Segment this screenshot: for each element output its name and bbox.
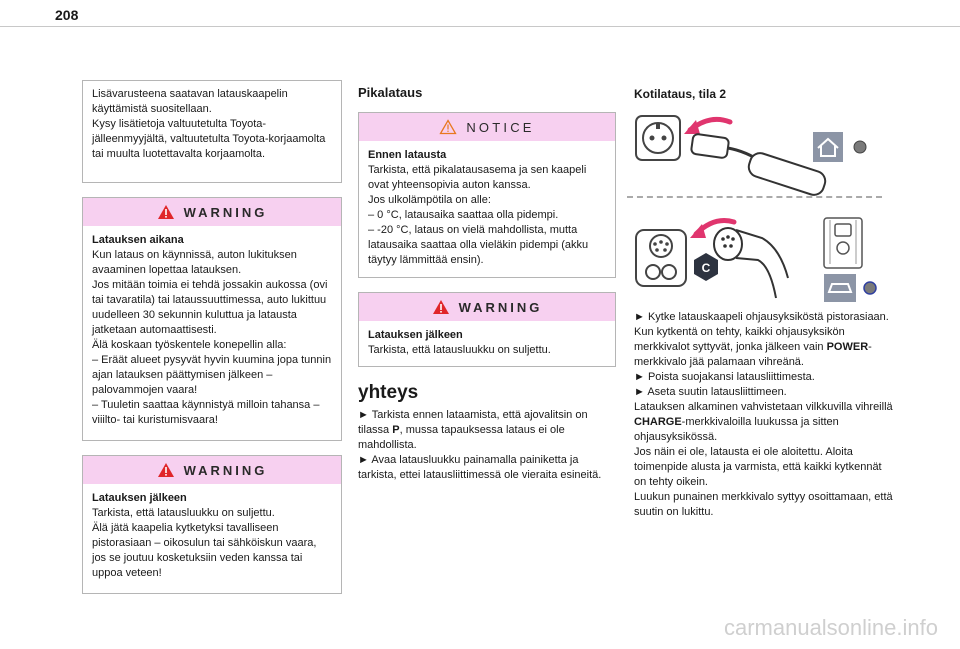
warning-header [83,198,341,226]
warning-lead: Latauksen aikana [92,234,184,246]
power-label: POWER [826,341,869,353]
warning-text: Tarkista, että latausluukku on suljettu. Älä jätä kaapelia kytketyksi tavalliseen pistorasiaan – oikosulun tai sähköiskun vaara, jos se joutuu kosketuksiin veden kanssa tai uppoa veteen! [92,507,317,579]
warning-header [359,293,615,321]
notice-box [358,112,616,278]
warning-box-fast [358,292,616,367]
wall-socket-icon [636,116,680,160]
notice-title: NOTICE [466,119,535,135]
figure-label-text: C [701,261,711,275]
home-charging-text-a: ► Kytke latauskaapeli ohjausyksiköstä pistorasiaan. Kun kytkentä on tehty, kaikki ohjausyksikön merkkivalot syttyvät, jonka jälkeen vain [634,311,889,353]
connection-text [358,408,610,483]
warning-text: Kun lataus on käynnissä, auton lukituksen avaaminen lopettaa latauksen. Jos mitään toimia ei tehdä jossakin aukossa (ovi tai tavaratila) tai lataussuuttimessa, auto lukittuu uudelleen 30 sekunnin kuluttua ja latausta jatketaan automaattisesti. Älä koskaan työskentele konepellin alla: – Eräät alueet pysyvät hyvin kuumina jopa tunnin ajan latauksen päättymisen jälkeen – palovammojen vaara! – Tuuletin saattaa käynnistyä milloin tahansa – viiilto- tai kuristumisvaara! [92,249,332,426]
notice-icon [439,119,457,135]
home-charging-text-c: -merkkivaloilla luukussa ja sitten ohjausyksikössä. Jos näin ei ole, latausta ei ole aloitettu. Aloita toimenpide alusta ja varmista, että kaikki kytkennät on tehty oikein. Luukun punainen merkkivalo syttyy osoittamaan, että suutin on lukittu. [634,416,893,518]
warning-box-during-charging [82,197,342,441]
warning-header [83,456,341,484]
home-charging-illustration [630,108,884,308]
warning-lead: Latauksen jälkeen [368,329,463,341]
notice-header [359,113,615,141]
charge-label: CHARGE [634,416,682,428]
header-rule [0,26,960,27]
figure-label-c [694,253,718,281]
home-charging-text-b: -merkkivalo jää palamaan vihreänä. ► Poista suojakansi latausliittimesta. ► Aseta suutin latausliittimeen. Latauksen alkaminen vahvistetaan vilkkuvilla vihreillä [634,341,893,413]
warning-title: WARNING [183,462,268,478]
intro-box [82,80,342,183]
warning-content [83,484,341,587]
notice-content [359,141,615,274]
intro-text: Lisävarusteena saatavan latauskaapelin käyttämistä suositellaan. Kysy lisätietoja valtuutetulta Toyota-jälleenmyyjältä, valtuutetulta Toyota-korjaamolta tai muulta luotettavalta korjaamolta. [92,88,326,160]
gear-p: P [392,424,400,436]
connection-heading: yhteys [358,382,419,403]
warning-title: WARNING [183,204,268,220]
control-unit-panel-icon [824,218,862,268]
warning-icon [432,299,450,315]
warning-icon [157,204,175,220]
home-icon [813,132,866,162]
notice-lead: Ennen latausta [368,149,447,161]
connection-text-b: , mussa tapauksessa lataus ei ole mahdollista. ► Avaa latausluukku painamalla painiketta ja tarkista, ettei latausliittimessä ole vieraita esineitä. [358,424,602,481]
home-charging-heading: Kotilataus, tila 2 [634,87,727,101]
warning-box-after-charging [82,455,342,594]
warning-icon [157,462,175,478]
warning-title: WARNING [458,299,543,315]
car-icon [824,274,876,302]
warning-text: Tarkista, että latausluukku on suljettu. [368,344,551,356]
warning-content [83,226,341,434]
watermark: carmanualsonline.info [723,615,938,640]
notice-text: Tarkista, että pikalatausasema ja sen kaapeli ovat yhteensopivia auton kanssa. Jos ulkolämpötila on alle: – 0 °C, latausaika saattaa olla pidempi. – -20 °C, lataus on vielä mahdollista, mutta latausaika saattaa olla vieläkin pidempi (akku täytyy lämmittää ensin). [368,164,589,266]
home-charging-text [634,310,894,520]
warning-content [359,321,615,364]
connection-text-a: ► Tarkista ennen lataamista, että ajovalitsin on tilassa [358,409,588,436]
fast-charging-heading: Pikalataus [358,85,423,100]
warning-lead: Latauksen jälkeen [92,492,187,504]
vehicle-port-icon [636,230,686,286]
figure-divider [627,196,882,198]
connector-nozzle-icon [714,228,788,298]
page-number: 208 [55,7,79,23]
